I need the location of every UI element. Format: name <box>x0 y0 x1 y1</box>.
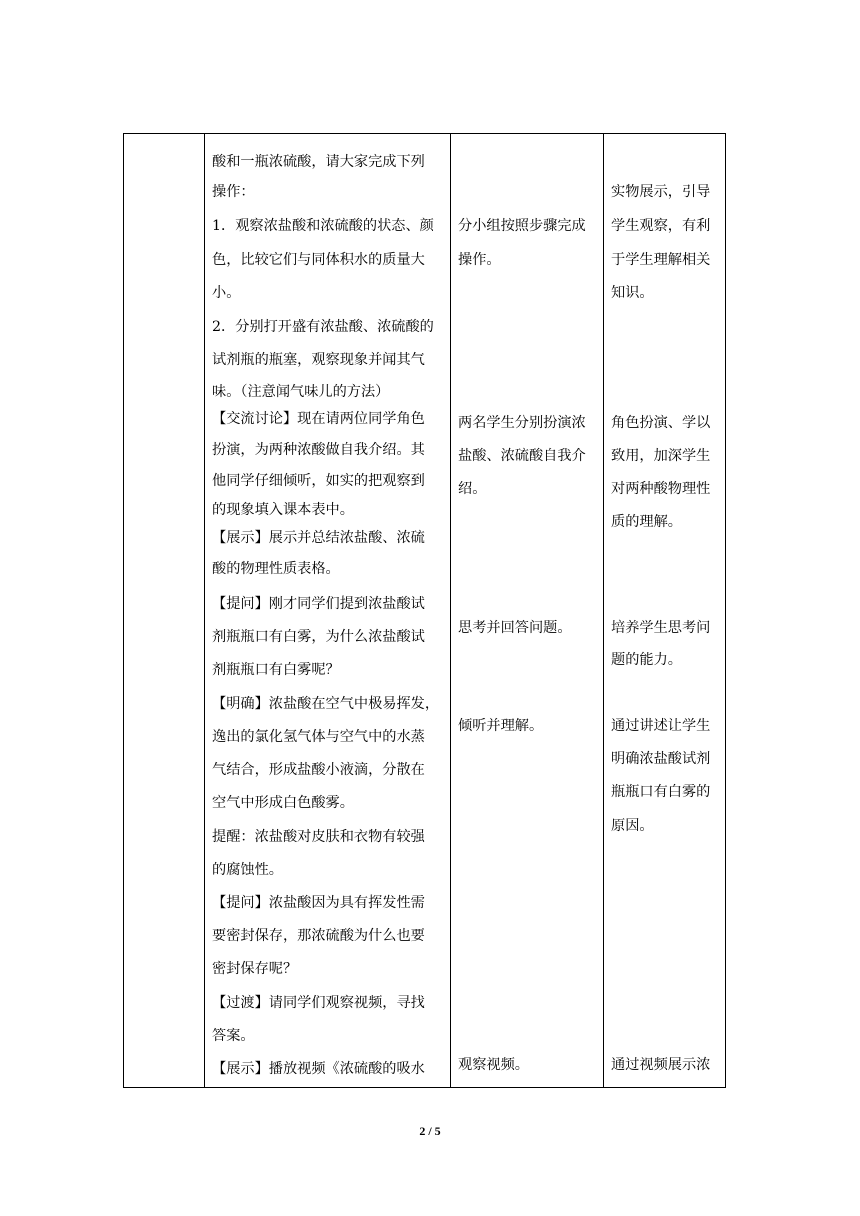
intent-text-line: 对两种酸物理性 <box>611 481 711 497</box>
intent-text-line: 于学生理解相关 <box>611 252 711 268</box>
intent-text-line: 题的能力。 <box>611 652 682 668</box>
teacher-text-line: 空气中形成白色酸雾。 <box>212 795 354 811</box>
teacher-text-line: 酸和一瓶浓硫酸，请大家完成下列 <box>212 154 425 170</box>
teacher-text-line: 的现象填入课本表中。 <box>212 502 354 518</box>
intent-text-line: 角色扮演、学以 <box>611 415 711 431</box>
teacher-text-line: 操作： <box>212 184 255 200</box>
intent-text-line: 通过讲述让学生 <box>611 718 711 734</box>
intent-text-line: 培养学生思考问 <box>611 620 711 636</box>
intent-text-line: 知识。 <box>611 285 654 301</box>
teacher-text-line: 【展示】播放视频《浓硫酸的吸水 <box>212 1061 425 1077</box>
teacher-text-line: 【过渡】请同学们观察视频，寻找 <box>212 995 425 1011</box>
teacher-text-line: 【提问】刚才同学们提到浓盐酸试 <box>212 596 425 612</box>
intent-text-line: 通过视频展示浓 <box>611 1057 711 1073</box>
teacher-text-line: 的腐蚀性。 <box>212 862 283 878</box>
teacher-text-line: 要密封保存，那浓硫酸为什么也要 <box>212 928 425 944</box>
page-number: 2 / 5 <box>419 1124 441 1138</box>
lesson-table <box>123 133 726 1088</box>
intent-text-line: 质的理解。 <box>611 514 682 530</box>
intent-text-line: 瓶瓶口有白雾的 <box>611 784 711 800</box>
intent-text-line: 原因。 <box>611 818 654 834</box>
teacher-text-line: 提醒：浓盐酸对皮肤和衣物有较强 <box>212 829 425 845</box>
teacher-text-line: 【交流讨论】现在请两位同学角色 <box>212 411 425 427</box>
student-text-line: 倾听并理解。 <box>458 718 544 734</box>
student-text-line: 思考并回答问题。 <box>458 620 572 636</box>
teacher-text-line: 【展示】展示并总结浓盐酸、浓硫 <box>212 530 425 546</box>
student-text-line: 绍。 <box>458 481 487 497</box>
column-divider <box>450 134 451 1087</box>
intent-text-line: 实物展示，引导 <box>611 184 711 200</box>
student-text-line: 盐酸、浓硫酸自我介 <box>458 448 586 464</box>
teacher-text-line: 2．分别打开盛有浓盐酸、浓硫酸的 <box>212 319 434 335</box>
teacher-text-line: 【明确】浓盐酸在空气中极易挥发， <box>212 696 440 712</box>
student-text-line: 操作。 <box>458 252 501 268</box>
column-divider <box>204 134 205 1087</box>
teacher-text-line: 酸的物理性质表格。 <box>212 561 340 577</box>
teacher-text-line: 扮演，为两种浓酸做自我介绍。其 <box>212 442 425 458</box>
teacher-text-line: 逸出的氯化氢气体与空气中的水蒸 <box>212 729 425 745</box>
teacher-text-line: 【提问】浓盐酸因为具有挥发性需 <box>212 895 425 911</box>
student-text-line: 分小组按照步骤完成 <box>458 218 586 234</box>
teacher-text-line: 答案。 <box>212 1028 255 1044</box>
intent-text-line: 学生观察，有利 <box>611 218 711 234</box>
student-text-line: 两名学生分别扮演浓 <box>458 415 586 431</box>
teacher-text-line: 试剂瓶的瓶塞，观察现象并闻其气 <box>212 352 425 368</box>
intent-text-line: 致用，加深学生 <box>611 448 711 464</box>
teacher-text-line: 气结合，形成盐酸小液滴，分散在 <box>212 762 425 778</box>
teacher-text-line: 1．观察浓盐酸和浓硫酸的状态、颜 <box>212 218 434 234</box>
teacher-text-line: 剂瓶瓶口有白雾呢？ <box>212 662 340 678</box>
teacher-text-line: 剂瓶瓶口有白雾，为什么浓盐酸试 <box>212 629 425 645</box>
intent-text-line: 明确浓盐酸试剂 <box>611 751 711 767</box>
student-text-line: 观察视频。 <box>458 1057 529 1073</box>
teacher-text-line: 密封保存呢？ <box>212 961 298 977</box>
teacher-text-line: 小。 <box>212 285 241 301</box>
teacher-text-line: 他同学仔细倾听，如实的把观察到 <box>212 473 425 489</box>
column-divider <box>603 134 604 1087</box>
teacher-text-line: 色，比较它们与同体积水的质量大 <box>212 252 425 268</box>
teacher-text-line: 味。（注意闻气味儿的方法） <box>212 384 390 400</box>
